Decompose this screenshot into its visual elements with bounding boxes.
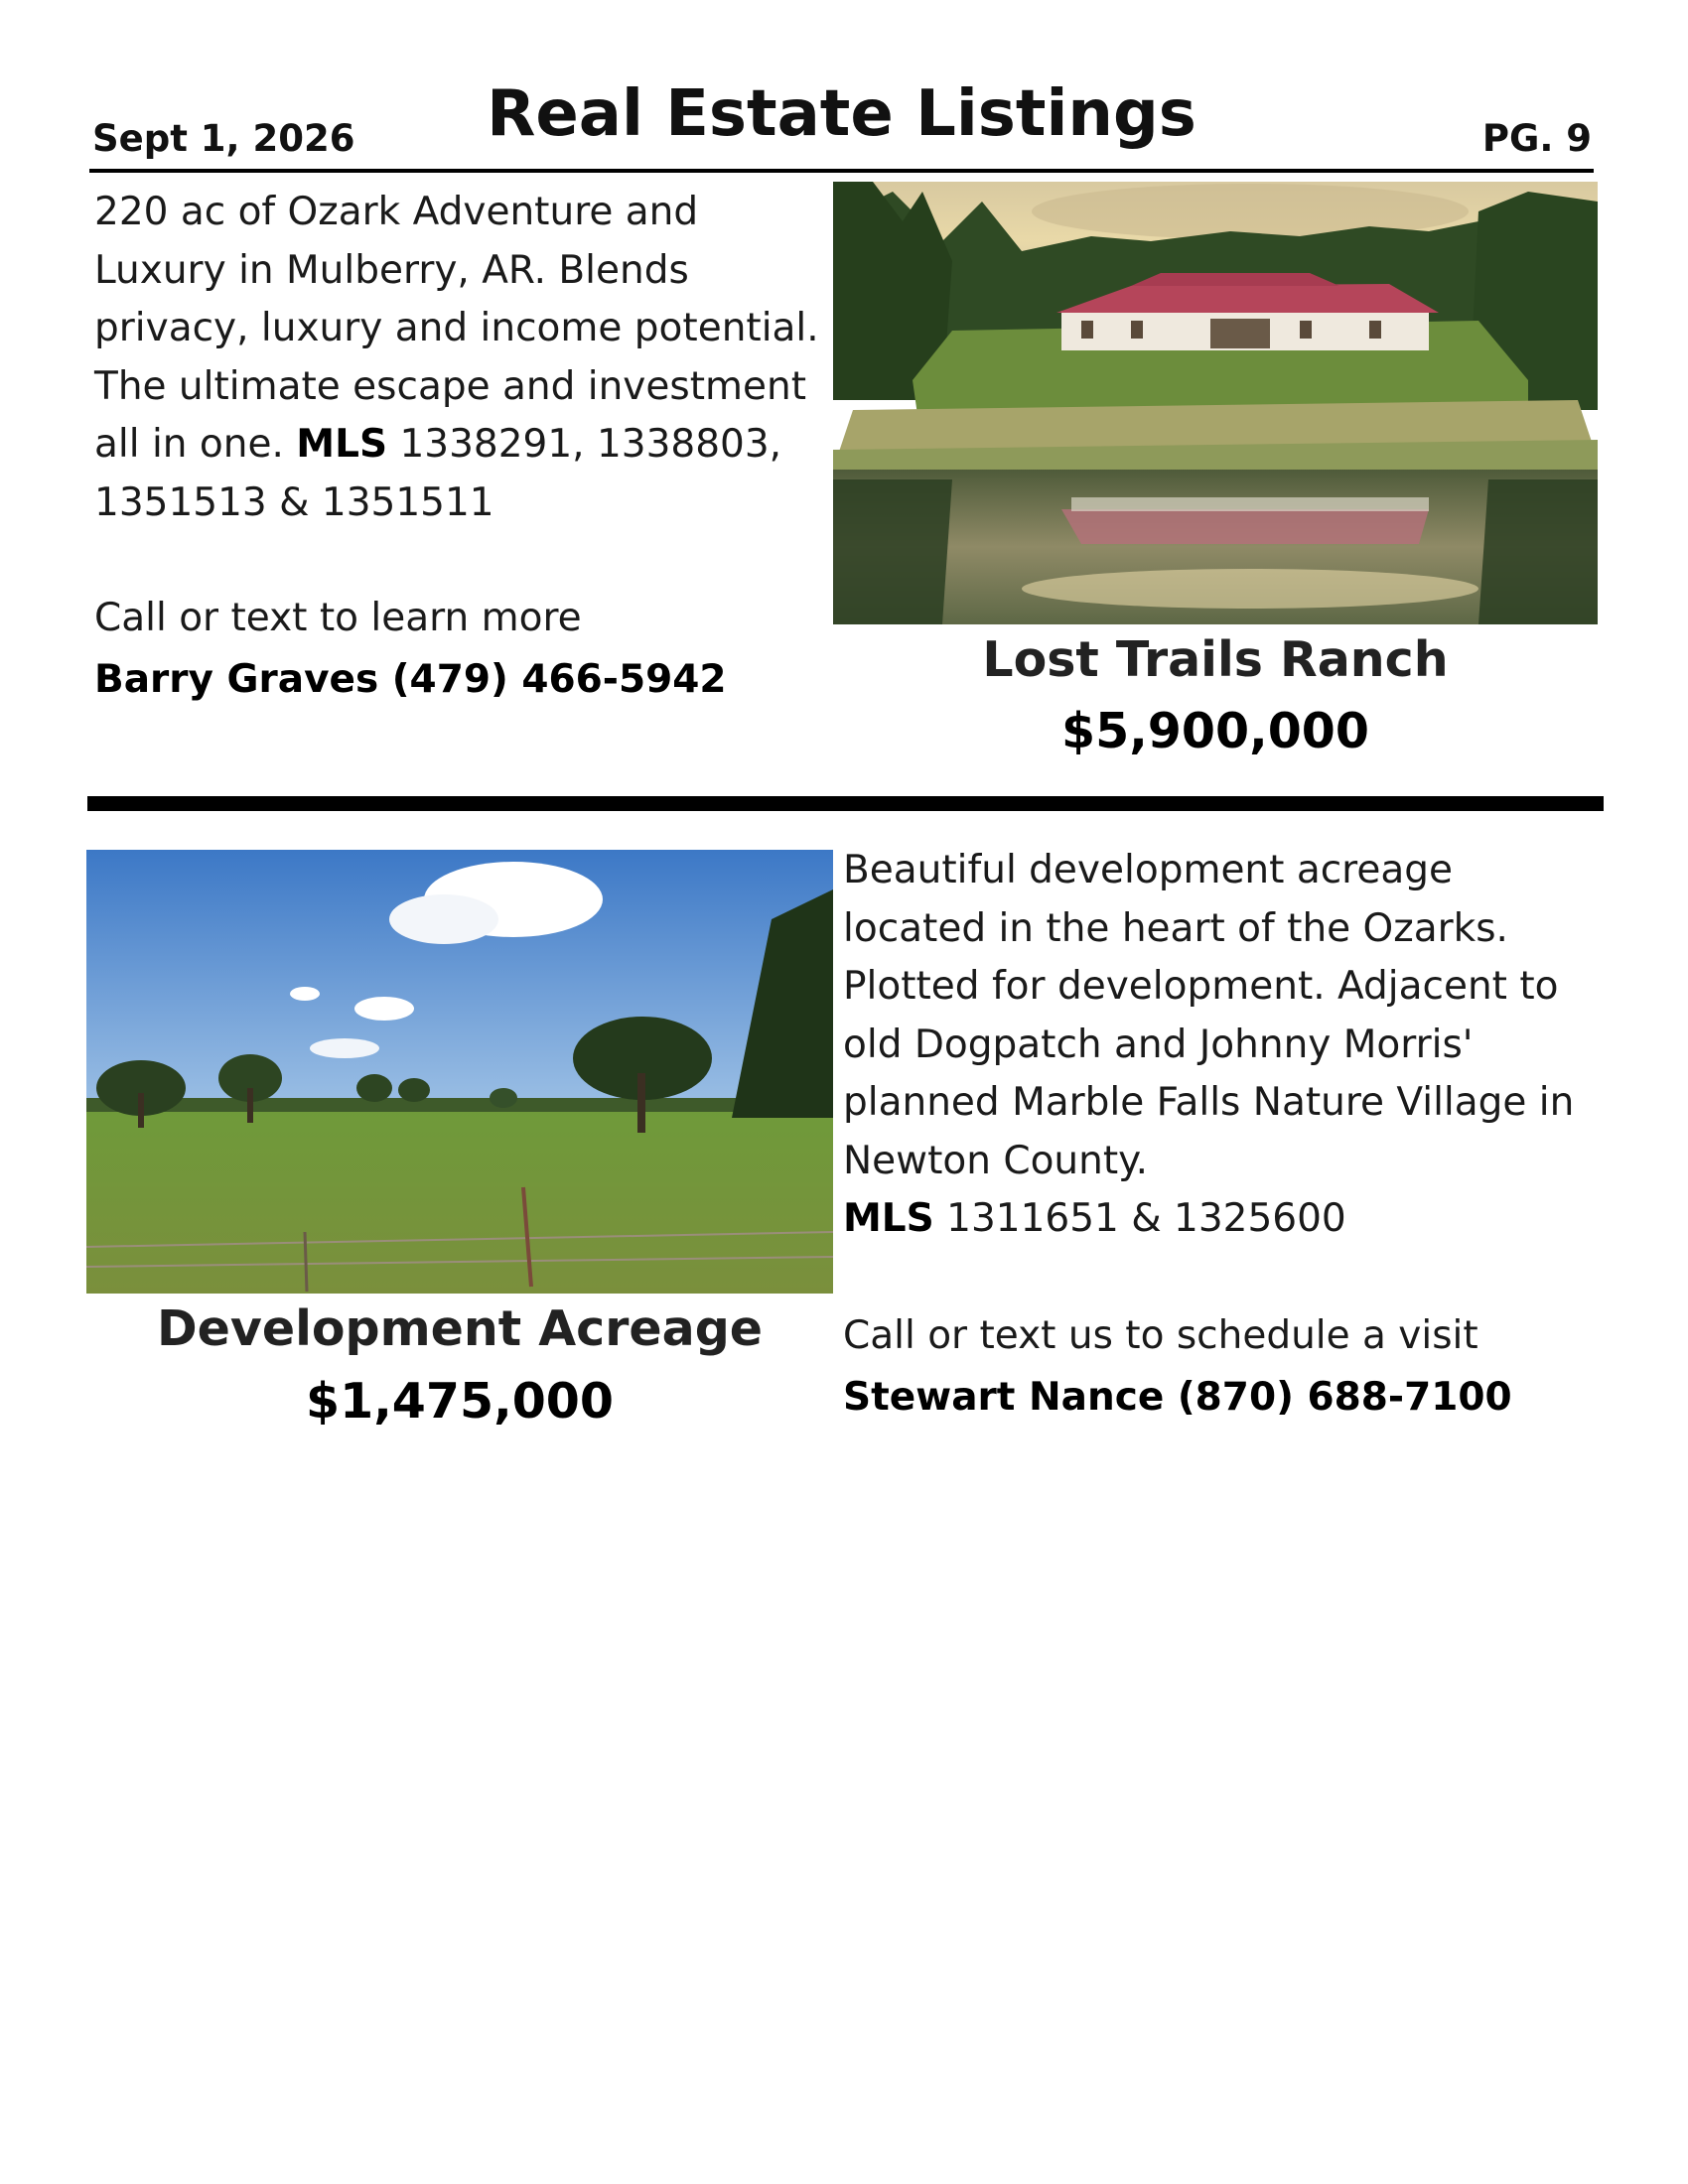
header-rule bbox=[89, 169, 1594, 173]
listings-divider bbox=[87, 796, 1604, 811]
listing-2-description bbox=[843, 842, 1598, 1249]
listing-1-call-to-action: Call or text to learn more bbox=[94, 596, 582, 640]
listing-2-agent-contact: Stewart Nance (870) 688-7100 bbox=[843, 1375, 1512, 1420]
page-header bbox=[89, 69, 1594, 169]
listing-2-mls-label: MLS bbox=[843, 1196, 934, 1241]
page-number: PG. 9 bbox=[1481, 117, 1592, 160]
listing-1-name: Lost Trails Ranch bbox=[982, 631, 1449, 688]
listing-1-price: $5,900,000 bbox=[1061, 703, 1369, 759]
issue-date: Sept 1, 2026 bbox=[92, 117, 355, 160]
listing-1-agent-contact: Barry Graves (479) 466-5942 bbox=[94, 657, 727, 702]
listing-2-call-to-action: Call or text us to schedule a visit bbox=[843, 1313, 1478, 1358]
listing-1-mls-label: MLS bbox=[296, 422, 388, 467]
listing-1-description-text: 220 ac of Ozark Adventure and Luxury in Mulberry, AR. Blends privacy, luxury and income potential. The ultimate escape and investment all in one. bbox=[94, 190, 819, 467]
listing-1-description bbox=[94, 184, 829, 532]
listing-2-name: Development Acreage bbox=[156, 1300, 763, 1357]
listing-2-mls-numbers: 1311651 & 1325600 bbox=[946, 1196, 1346, 1241]
listing-2-description-text: Beautiful development acreage located in the heart of the Ozarks. Plotted for development. Adjacent to old Dogpatch and Johnny Morris' planned Marble Falls Nature Village in Newton County. bbox=[843, 848, 1575, 1183]
page-title: Real Estate Listings bbox=[487, 77, 1196, 151]
listing-1-mls-numbers: 1338291, 1338803, 1351513 & 1351511 bbox=[94, 422, 782, 525]
pasture-trees-photo bbox=[86, 850, 833, 1294]
listing-2-price: $1,475,000 bbox=[306, 1373, 614, 1430]
ranch-house-lake-photo bbox=[833, 182, 1598, 624]
